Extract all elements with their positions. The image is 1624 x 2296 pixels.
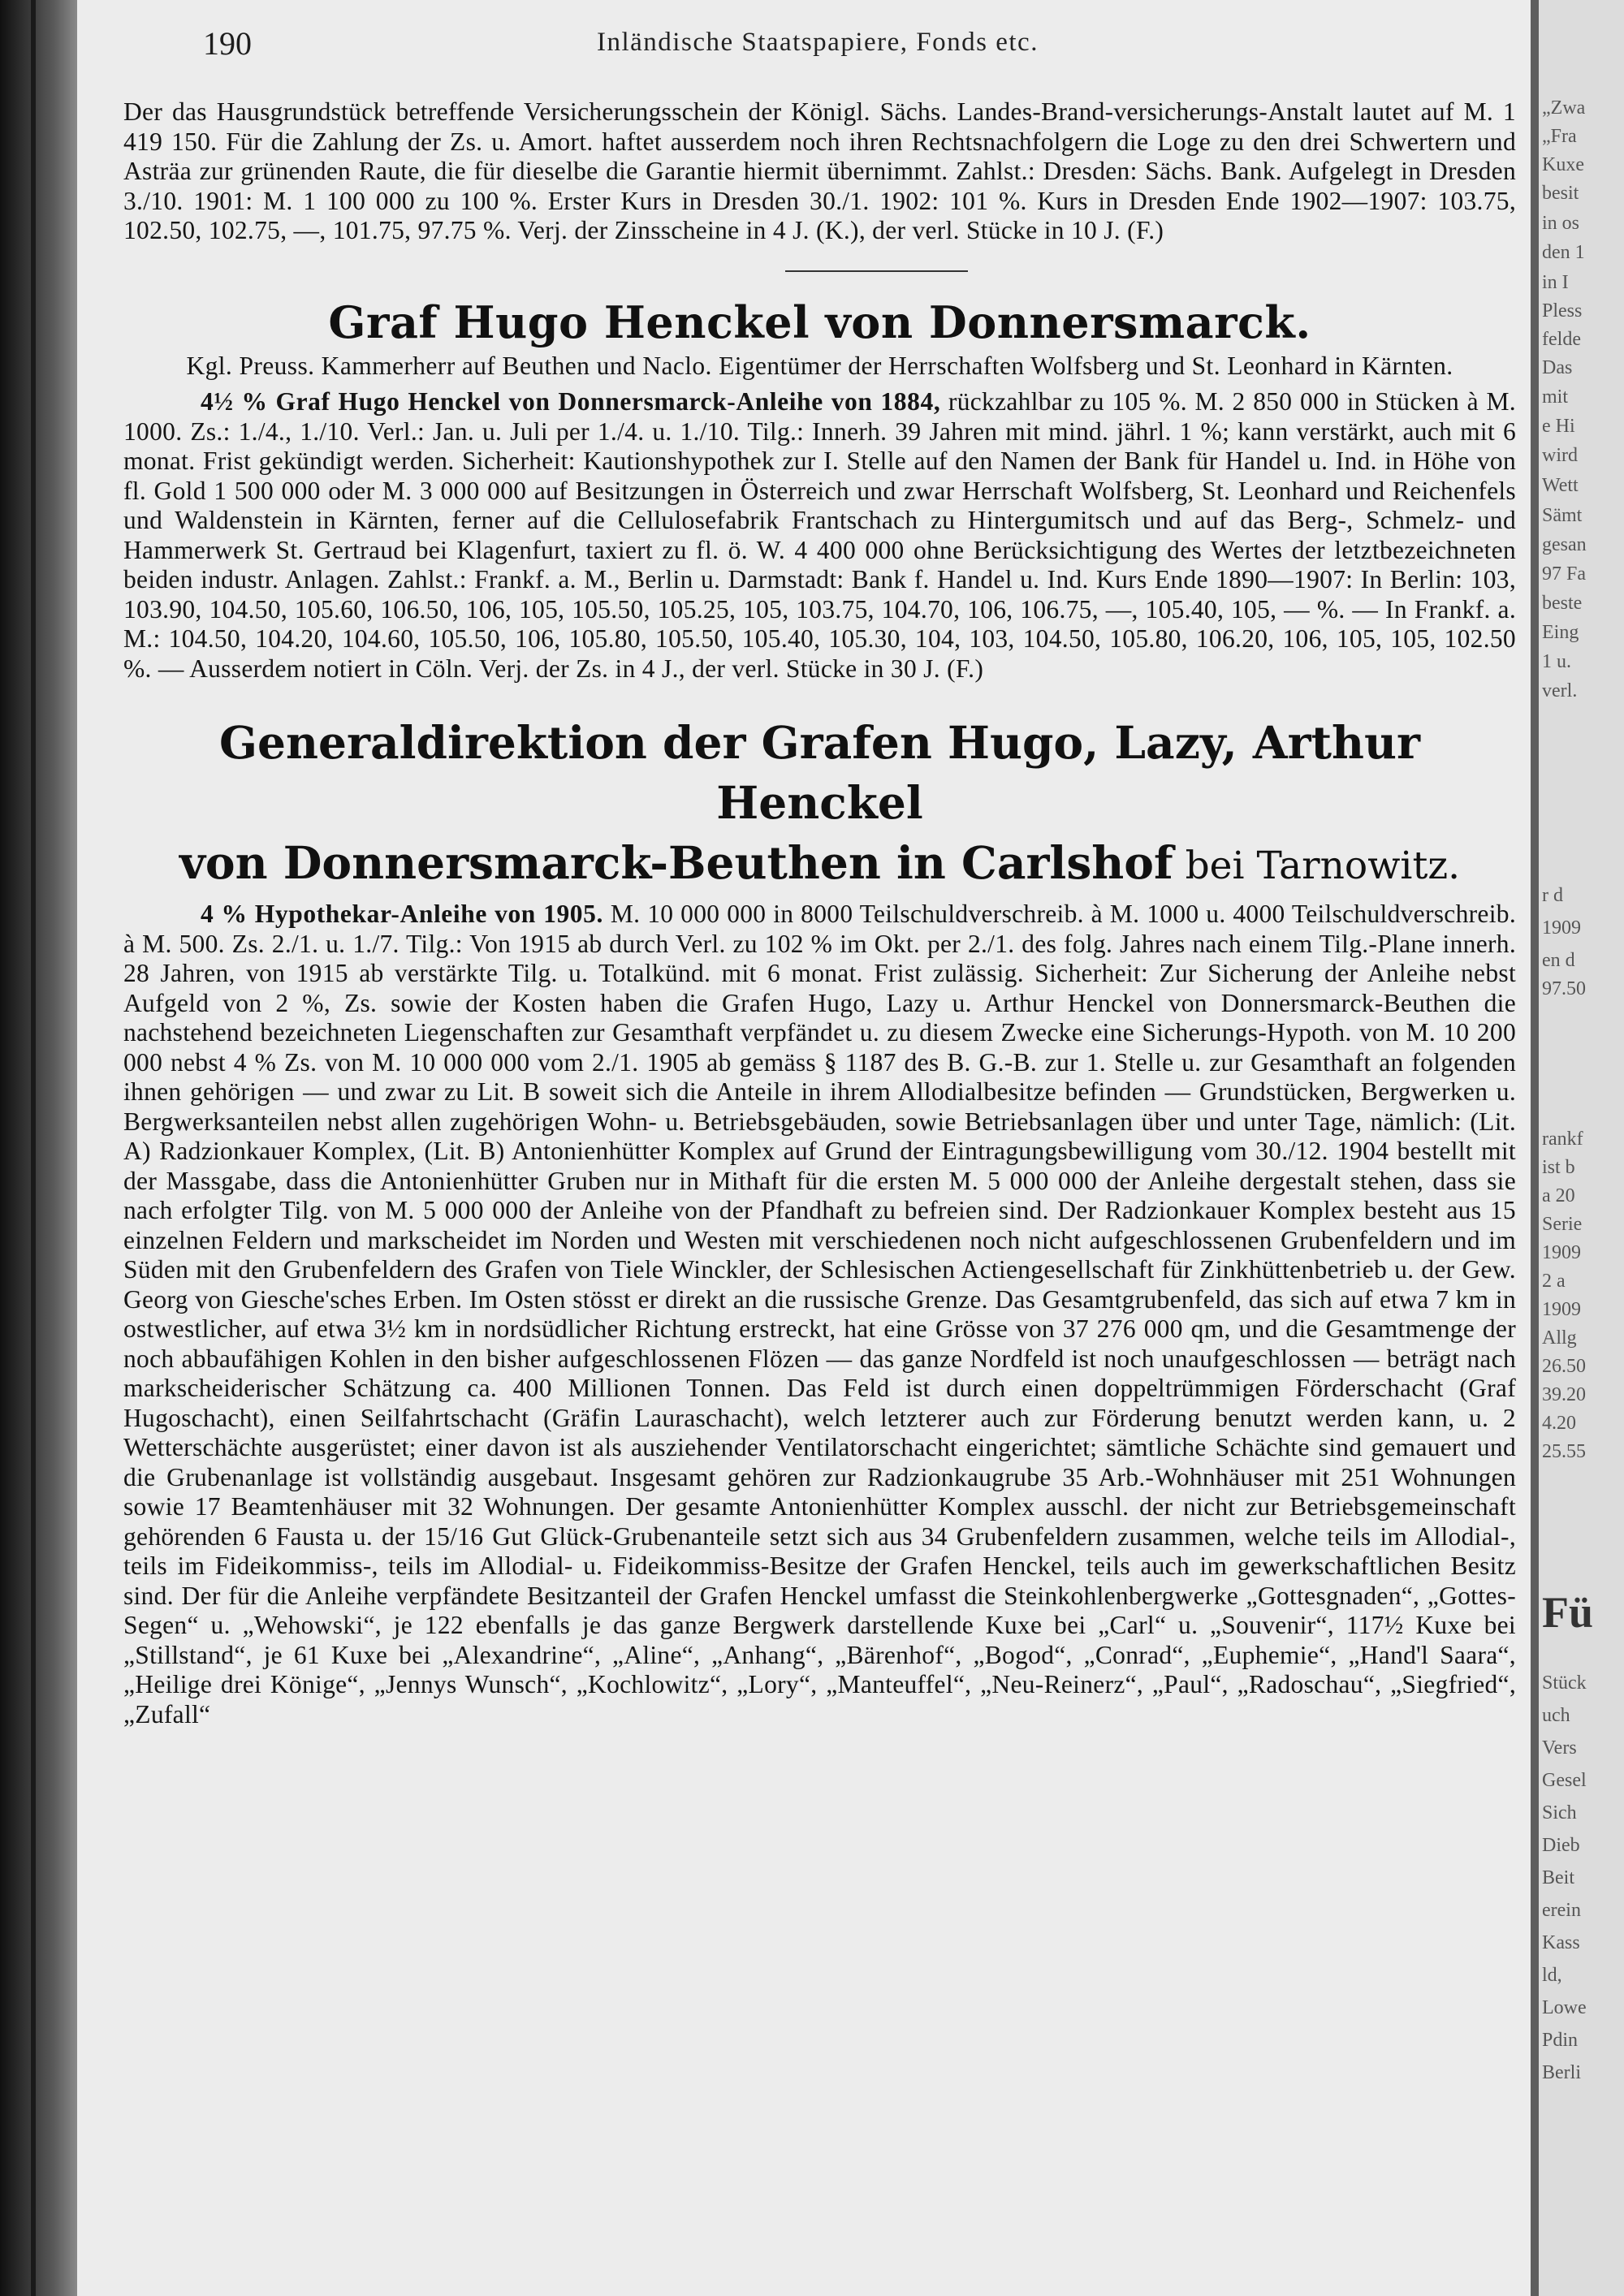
section-title-henckel: Graf Hugo Henckel von Donnersmarck. bbox=[328, 296, 1311, 348]
neighbor-page-fragment: Das bbox=[1542, 357, 1573, 378]
neighbor-page-fragment: r d bbox=[1542, 885, 1563, 906]
neighbor-page-fragment: erein bbox=[1542, 1900, 1581, 1921]
loan-title-1884: 4½ % Graf Hugo Henckel von Donnersmarck-Anleihe von 1884, bbox=[201, 387, 941, 416]
neighbor-page-strip bbox=[1531, 0, 1624, 2296]
neighbor-page-fragment: 97.50 bbox=[1542, 978, 1586, 999]
neighbor-page-fragment: rankf bbox=[1542, 1129, 1583, 1150]
neighbor-page-fragment: beste bbox=[1542, 593, 1583, 614]
neighbor-page-fragment: 26.50 bbox=[1542, 1356, 1586, 1377]
neighbor-page-fragment: ld, bbox=[1542, 1965, 1562, 1986]
neighbor-page-fragment: Fü bbox=[1542, 1588, 1594, 1637]
page-number: 190 bbox=[203, 25, 252, 62]
loan-entry-1884 bbox=[123, 387, 1516, 684]
neighbor-page-fragment: Berli bbox=[1542, 2062, 1581, 2083]
section-subtitle-henckel: Kgl. Preuss. Kammerherr auf Beuthen und Naclo. Eigentümer der Herrschaften Wolfsberg und St. Leonhard in Kärnten. bbox=[186, 351, 1453, 380]
neighbor-page-fragment: 1909 bbox=[1542, 1299, 1581, 1320]
loan-title-1905: 4 % Hypothekar-Anleihe von 1905. bbox=[201, 900, 603, 928]
neighbor-page-fragment: Vers bbox=[1542, 1737, 1577, 1759]
book-binding-edge bbox=[0, 0, 77, 2296]
section-title-generaldirektion bbox=[123, 713, 1516, 896]
intro-paragraph: Der das Hausgrundstück betreffende Versicherungsschein der Königl. Sächs. Landes-Brand-versicherungs-Anstalt lautet auf M. 1 419 150. Für die Zahlung der Zs. u. Amort. haftet ausserdem noch ihren Rechtsnachfolgern die Loge zu den drei Schwertern und Asträa zur grünenden Raute, die für dieselbe die Garantie hiermit übernimmt. Zahlst.: Dresden: Sächs. Bank. Aufgelegt in Dresden 3./10. 1901: M. 1 100 000 zu 100 %. Erster Kurs in Dresden 30./1. 1902: 101 %. Kurs in Dresden Ende 1902—1907: 103.75, 102.50, 102.75, —, 101.75, 97.75 %. Verj. der Zinsscheine in 4 J. (K.), der verl. Stücke in 10 J. (F.) bbox=[123, 97, 1516, 244]
neighbor-page-fragment: 1909 bbox=[1542, 917, 1581, 939]
neighbor-page-fragment: Allg bbox=[1542, 1327, 1577, 1349]
neighbor-page-fragment: „Zwa bbox=[1542, 97, 1586, 119]
page-body bbox=[123, 97, 1516, 1729]
neighbor-page-fragment: Gesel bbox=[1542, 1770, 1587, 1791]
neighbor-page-fragment: Eing bbox=[1542, 622, 1579, 643]
neighbor-page-fragment: 2 a bbox=[1542, 1271, 1566, 1292]
neighbor-page-fragment: Kass bbox=[1542, 1932, 1580, 1953]
neighbor-page-fragment: in os bbox=[1542, 213, 1580, 234]
loan-details-1905: M. 10 000 000 in 8000 Teilschuldverschreib. à M. 1000 u. 4000 Teilschuldverschreib. à M. 500. Zs. 2./1. u. 1./7. Tilg.: Von 1915 ab durch Verl. zu 102 % im Okt. per 2./1. des folg. Jahres nach einem Tilg.-Plane innerh. 28 Jahren, von 1915 ab verstärkte Tilg. u. Totalkünd. mit 6 monat. Frist zulässig. Sicherheit: Zur Sicherung der Anleihe nebst Aufgeld von 2 %, Zs. sowie der Kosten haben die Grafen Hugo, Lazy u. Arthur Henckel von Donnersmarck-Beuthen die nachstehend bezeichneten Liegenschaften zur Gesamthaft verpfändet u. zu diesem Zwecke eine Sicherungs-Hypoth. von M. 10 200 000 nebst 4 % Zs. von M. 10 000 000 vom 2./1. 1905 ab gemäss § 1187 des B. G.-B. zur 1. Stelle u. zur Gesamthaft an folgenden ihnen gehörigen — und zwar zu Lit. B soweit sich die Anteile in ihrem Allodialbesitze befinden — Grundstücken, Bergwerken u. Bergwerksanteilen nebst allen zugehörigen Wohn- u. Betriebsgebäuden, sowie Betriebsanlagen über und unter Tage, nämlich: (Lit. A) Radzionkauer Komplex, (Lit. B) Antonienhütter Komplex auf Grund der Eintragungsbewilligung vom 30./12. 1904 bestellt mit der Massgabe, dass die Antonienhütter Gruben nur in Mithaft für die ersten M. 5 000 000 der Anleihe dergestalt stehen, dass sie nach erfolgter Tilg. von M. 5 000 000 der Anleihe von der Pfandhaft zu befreien sind. Der Radzionkauer Komplex besteht aus 15 einzelnen Feldern und markscheidet im Norden und Westen mit verschiedenen noch nicht aufgeschlossenen Grubenfeldern und im Süden mit den Grubenfeldern des Grafen von Tiele Winckler, der Schlesischen Actiengesellschaft für Zinkhüttenbetrieb u. der Gew. Georg von Giesche'sches Erben. Im Osten stösst er direkt an die russische Grenze. Das Gesamtgrubenfeld, das sich auf etwa 7 km in ostwestlicher, auf etwa 3½ km in nordsüdlicher Richtung erstreckt, hat eine Grösse von 37 276 000 qm, und die Gesamtmenge der noch abbaufähigen Kohlen in den bisher aufgeschlossenen Flözen — das ganze Nordfeld ist noch unaufgeschlossen — beträgt nach markscheiderischer Schätzung ca. 400 Millionen Tonnen. Das Feld ist durch einen doppeltrümmigen Förderschacht (Graf Hugoschacht), einen Seilfahrtschacht (Gräfin Lauraschacht), welch letzterer auch zur Förderung benutzt werden kann, u. 2 Wetterschächte ausgerüstet; einer davon ist als ausziehender Ventilatorschacht eingerichtet; sämtliche Schächte sind gemauert und die Grubenanlage ist vollständig ausgebaut. Insgesamt gehören zur Radzionkaugrube 35 Arb.-Wohnhäuser mit 251 Wohnungen sowie 17 Beamtenhäuser mit 32 Wohnungen. Der gesamte Antonienhütter Komplex ausschl. der nicht zur Betriebsgemeinschaft gehörenden 6 Fausta u. der 15/16 Gut Glück-Grubenanteile setzt sich aus 34 Grubenfeldern zusammen, welche teils im Allodial-, teils im Fideikommiss-, teils im Allodial- u. Fideikommiss-Besitze der Grafen Henckel, teils auch im gewerkschaftlichen Besitz sind. Der für die Anleihe verpfändete Besitzanteil der Grafen Henckel umfasst die Steinkohlenbergwerke „Gottesgnaden“, „Gottes-Segen“ u. „Wehowski“, je 122 ebenfalls je das ganze Bergwerk darstellende Kuxe bei „Carl“ u. „Souvenir“, 117½ Kuxe bei „Stillstand“, je 61 Kuxe bei „Alexandrine“, „Aline“, „Anhang“, „Bärenhof“, „Bogod“, „Conrad“, „Euphemie“, „Hand'l Saara“, „Heilige drei Könige“, „Jennys Wunsch“, „Kochlowitz“, „Lory“, „Manteuffel“, „Neu-Reinerz“, „Paul“, „Radoschau“, „Siegfried“, „Zufall“ bbox=[123, 900, 1516, 1728]
neighbor-page-fragment: 1909 bbox=[1542, 1242, 1581, 1263]
neighbor-page-fragment: den 1 bbox=[1542, 242, 1585, 263]
title-line-2: von Donnersmarck-Beuthen in Carlshof bbox=[179, 836, 1173, 889]
neighbor-page-fragment: 1 u. bbox=[1542, 651, 1571, 672]
neighbor-page-fragment: Lowe bbox=[1542, 1997, 1587, 2018]
loan-details-1884: rückzahlbar zu 105 %. M. 2 850 000 in Stücken à M. 1000. Zs.: 1./4., 1./10. Verl.: Jan. u. Juli per 1./4. u. 1./10. Tilg.: Innerh. 39 Jahren mit mind. jährl. 1 %; kann verstärkt, auch mit 6 monat. Frist gekündigt werden. Sicherheit: Kautionshypothek zur I. Stelle auf den Namen der Bank für Handel u. Ind. in Höhe von fl. Gold 1 500 000 oder M. 3 000 000 auf Besitzungen in Österreich und zwar Herrschaft Wolfsberg, St. Leonhard und Reichenfels und Waldenstein in Kärnten, ferner auf die Cellulosefabrik Frantschach zu Hintergumitsch und auf das Berg-, Schmelz- und Hammerwerk St. Gertraud bei Klagenfurt, taxiert zu fl. ö. W. 4 400 000 ohne Berücksichtigung des Wertes der letztbezeichneten beiden industr. Anlagen. Zahlst.: Frankf. a. M., Berlin u. Darmstadt: Bank f. Handel u. Ind. Kurs Ende 1890—1907: In Berlin: 103, 103.90, 104.50, 105.60, 106.50, 106, 105, 105.50, 105.25, 105, 103.75, 104.70, 106, 106.75, —, 105.40, 105, — %. — In Frankf. a. M.: 104.50, 104.20, 104.60, 105.50, 106, 105.80, 105.50, 105.40, 105.30, 104, 103, 104.50, 105.80, 106.20, 106, 105, 105, 102.50 %. — Ausserdem notiert in Cöln. Verj. der Zs. in 4 J., der verl. Stücke in 30 J. (F.) bbox=[123, 387, 1516, 683]
neighbor-page-fragment: uch bbox=[1542, 1705, 1570, 1726]
neighbor-page-fragment: in I bbox=[1542, 272, 1569, 293]
loan-entry-1905 bbox=[123, 900, 1516, 1729]
neighbor-page-fragment: Serie bbox=[1542, 1214, 1583, 1235]
neighbor-page-fragment: felde bbox=[1542, 329, 1581, 350]
neighbor-page-fragment: a 20 bbox=[1542, 1185, 1575, 1206]
neighbor-page-fragment: 4.20 bbox=[1542, 1413, 1576, 1434]
neighbor-page-fragment: 25.55 bbox=[1542, 1441, 1586, 1462]
neighbor-page-fragment: Pdin bbox=[1542, 2030, 1579, 2051]
neighbor-page-fragment: 39.20 bbox=[1542, 1384, 1586, 1405]
page-header bbox=[77, 18, 1531, 67]
neighbor-page-fragment: Pless bbox=[1542, 300, 1583, 322]
neighbor-page-fragment: mit bbox=[1542, 386, 1569, 408]
neighbor-page-fragment: Wett bbox=[1542, 475, 1579, 496]
neighbor-page-fragment: 97 Fa bbox=[1542, 563, 1586, 585]
neighbor-page-fragment: „Fra bbox=[1542, 126, 1577, 147]
neighbor-page-fragment: Dieb bbox=[1542, 1835, 1580, 1856]
neighbor-page-fragment: en d bbox=[1542, 950, 1575, 971]
neighbor-page-fragment: Beit bbox=[1542, 1867, 1574, 1888]
neighbor-page-fragment: e Hi bbox=[1542, 416, 1575, 437]
title-line-1: Generaldirektion der Grafen Hugo, Lazy, Arthur Henckel bbox=[219, 716, 1420, 829]
section-divider bbox=[785, 270, 968, 272]
neighbor-page-fragment: gesan bbox=[1542, 534, 1587, 555]
neighbor-page-fragment: ist b bbox=[1542, 1157, 1575, 1178]
running-head: Inländische Staatspapiere, Fonds etc. bbox=[597, 28, 1039, 57]
neighbor-page-fragment: besit bbox=[1542, 183, 1579, 204]
neighbor-page-fragment: verl. bbox=[1542, 680, 1578, 701]
title-line-2-location: bei Tarnowitz. bbox=[1173, 844, 1461, 888]
neighbor-page-fragment: Sich bbox=[1542, 1802, 1577, 1823]
neighbor-page-fragment: Kuxe bbox=[1542, 154, 1584, 175]
neighbor-page-fragment: Stück bbox=[1542, 1672, 1587, 1694]
neighbor-page-fragment: wird bbox=[1542, 445, 1578, 466]
neighbor-page-fragment: Sämt bbox=[1542, 505, 1583, 526]
binding-shadow bbox=[31, 0, 36, 2296]
